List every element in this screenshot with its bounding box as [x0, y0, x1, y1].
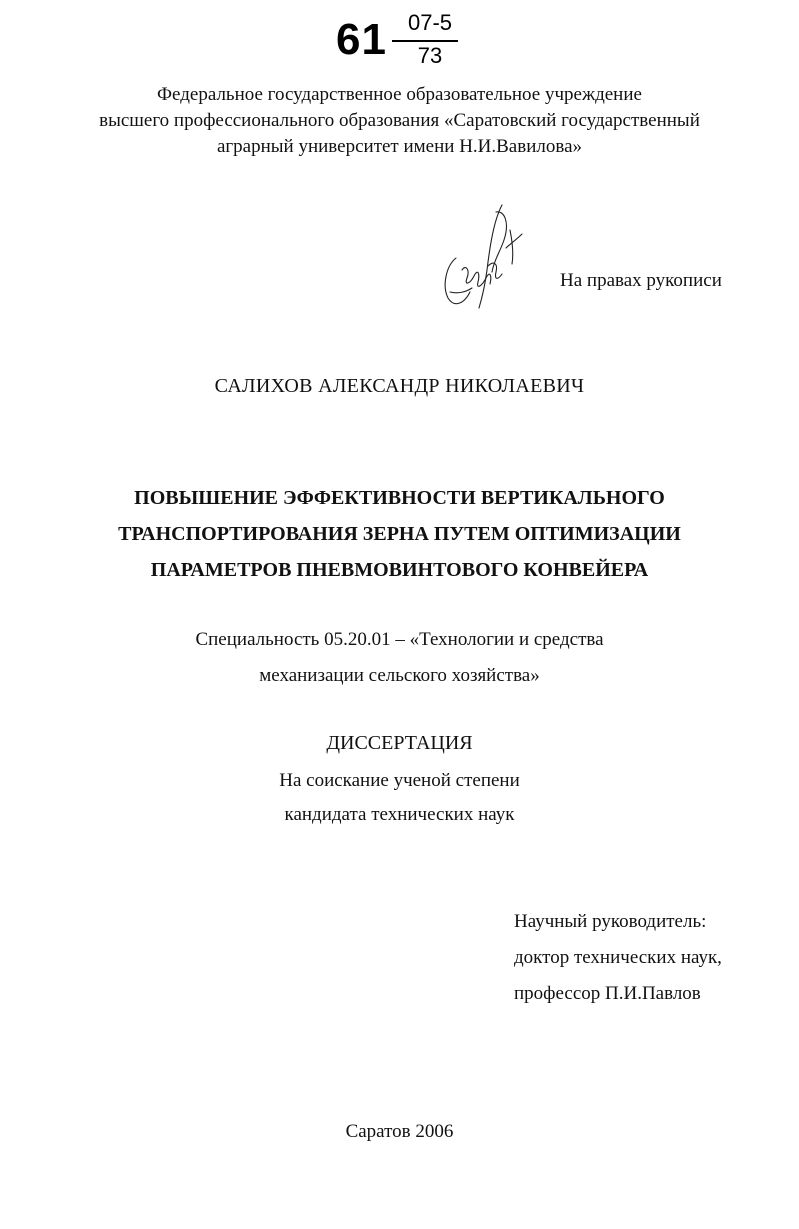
dissertation-title: [0, 480, 799, 588]
specialty-line: Специальность 05.20.01 – «Технологии и средства: [195, 629, 604, 650]
institution-line: Федеральное государственное образовательное учреждение: [157, 84, 642, 105]
supervisor-line: Научный руководитель:: [514, 911, 707, 932]
stamp-fraction-top: 07-5: [407, 10, 453, 35]
degree-line: На соискание ученой степени: [279, 770, 520, 791]
city-year: Саратов 2006: [345, 1121, 454, 1142]
handwritten-signature: [432, 200, 532, 315]
stamp-fraction-bottom: 73: [417, 43, 443, 68]
institution-header: [0, 82, 799, 160]
degree-line: кандидата технических наук: [284, 804, 515, 825]
degree-block: [0, 764, 799, 832]
supervisor-line: доктор технических наук,: [514, 947, 722, 968]
specialty-line: механизации сельского хозяйства»: [259, 665, 540, 686]
supervisor-line: профессор П.И.Павлов: [514, 983, 701, 1004]
specialty-block: [0, 622, 799, 694]
stamp-number: 61: [336, 15, 387, 64]
supervisor-block: [514, 904, 794, 1012]
title-line: ПОВЫШЕНИЕ ЭФФЕКТИВНОСТИ ВЕРТИКАЛЬНОГО: [134, 487, 665, 509]
manuscript-note: На правах рукописи: [560, 270, 722, 291]
catalog-stamp: [336, 10, 476, 72]
stamp-fraction-line: [392, 40, 458, 42]
author-name: САЛИХОВ АЛЕКСАНДР НИКОЛАЕВИЧ: [214, 375, 585, 397]
title-line: ПАРАМЕТРОВ ПНЕВМОВИНТОВОГО КОНВЕЙЕРА: [150, 559, 649, 581]
title-line: ТРАНСПОРТИРОВАНИЯ ЗЕРНА ПУТЕМ ОПТИМИЗАЦИИ: [118, 523, 681, 545]
document-type: ДИССЕРТАЦИЯ: [326, 732, 473, 754]
institution-line: высшего профессионального образования «Саратовский государственный: [99, 110, 700, 131]
institution-line: аграрный университет имени Н.И.Вавилова»: [216, 136, 583, 157]
